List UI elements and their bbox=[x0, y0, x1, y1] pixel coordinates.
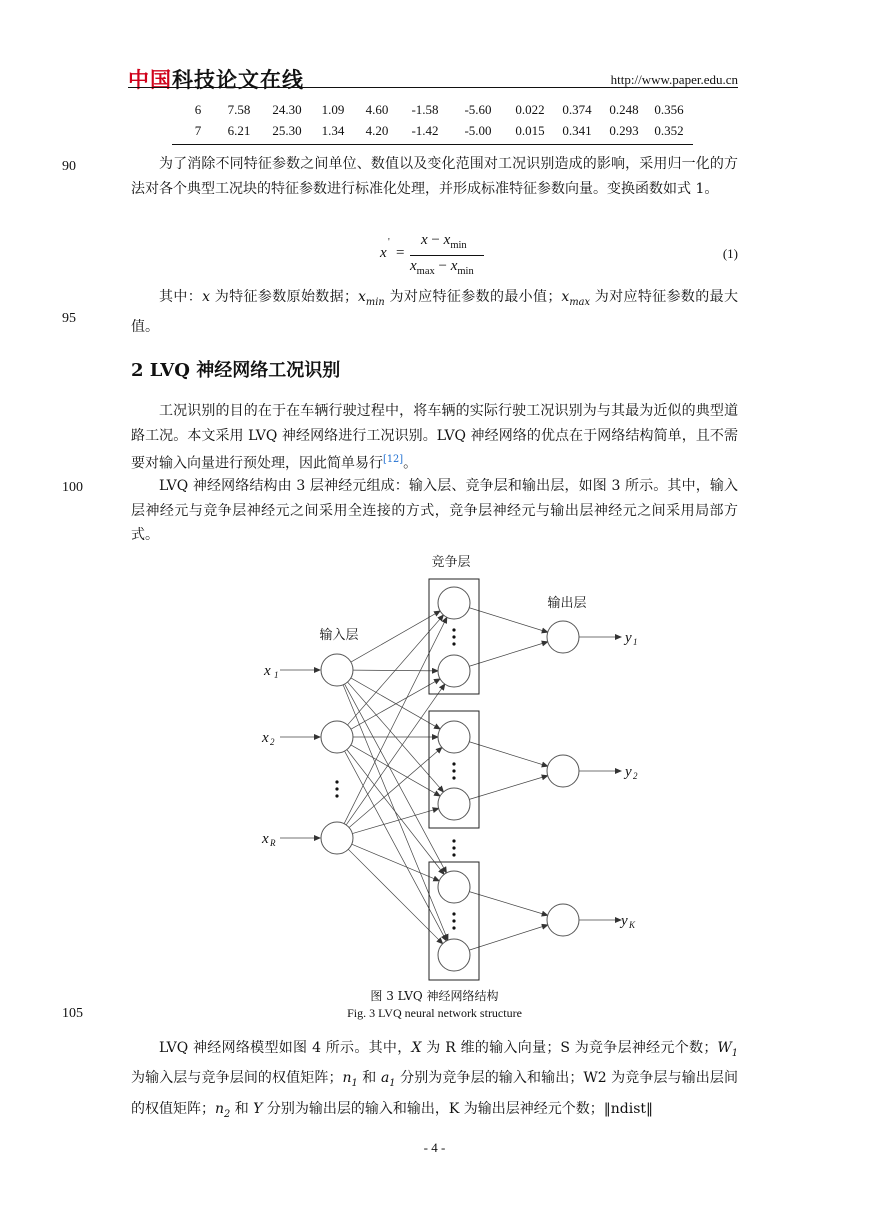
competitive-output-connection bbox=[469, 742, 547, 766]
var-xmax: x bbox=[561, 289, 570, 305]
input-competitive-connection bbox=[345, 751, 447, 941]
competitive-neuron bbox=[438, 871, 470, 903]
input-competitive-connection bbox=[349, 747, 442, 827]
output-neuron bbox=[547, 621, 579, 653]
paragraph-text: 为了消除不同特征参数之间单位、数值以及变化范围对工况识别造成的影响，采用归一化的方法对各个典型工况块的特征参数进行标准化处理，并形成标准特征参数向量。变换函数如式 1。 bbox=[131, 156, 738, 197]
input-competitive-connection bbox=[347, 750, 444, 875]
eq-den-x2: x bbox=[450, 258, 458, 274]
paragraph-text bbox=[131, 285, 738, 340]
var-a1-sub: 1 bbox=[389, 1078, 396, 1090]
ellipsis-dot bbox=[452, 642, 455, 645]
logo-red-text: 中国 bbox=[128, 68, 172, 92]
paragraph-text: LVQ 神经网络结构由 3 层神经元组成：输入层、竞争层和输出层，如图 3 所示。其中，输入层神经元与竞争层神经元之间采用全连接的方式，竞争层神经元与输出层神经元之间采用局部方式。 bbox=[131, 478, 738, 543]
competitive-layer-label: 竞争层 bbox=[431, 554, 471, 569]
output-label-y1: y bbox=[625, 630, 632, 646]
competitive-output-connection bbox=[469, 608, 547, 632]
input-competitive-connection bbox=[352, 844, 439, 881]
paragraph-text bbox=[131, 1036, 738, 1127]
equation-number: (1) bbox=[722, 246, 738, 261]
text-run: LVQ 神经网络模型如图 4 所示。其中， bbox=[159, 1040, 412, 1056]
ellipsis-dot bbox=[452, 846, 455, 849]
text-run: 为特征参数原始数据； bbox=[209, 289, 359, 305]
competitive-neuron bbox=[438, 721, 470, 753]
table-cell: 0.015 bbox=[515, 122, 545, 138]
eq-den-minus: − bbox=[434, 258, 451, 274]
ellipsis-dot bbox=[452, 762, 455, 765]
line-number: 90 bbox=[62, 159, 76, 174]
header-url[interactable]: http://www.paper.edu.cn bbox=[610, 72, 738, 87]
output-label-y1-sub: 1 bbox=[633, 637, 638, 647]
table-cell: -1.42 bbox=[411, 122, 439, 138]
competitive-neuron bbox=[438, 587, 470, 619]
table-cell: 6 bbox=[194, 101, 202, 117]
table-cell: 0.374 bbox=[562, 101, 592, 117]
table-cell: 24.30 bbox=[272, 101, 302, 117]
table-cell: 0.248 bbox=[609, 101, 639, 117]
input-competitive-connection bbox=[344, 617, 447, 823]
text-run: 。 bbox=[403, 455, 418, 472]
line-number: 105 bbox=[62, 1006, 83, 1021]
paragraph bbox=[131, 1036, 738, 1127]
input-layer-label: 输入层 bbox=[319, 627, 359, 642]
table-cell: -5.00 bbox=[464, 122, 492, 138]
input-label-x1-sub: 1 bbox=[274, 670, 279, 680]
page-number: - 4 - bbox=[423, 1140, 446, 1155]
input-competitive-connection bbox=[351, 611, 440, 662]
table-cell: -1.58 bbox=[411, 101, 439, 117]
eq-den-sub2: min bbox=[457, 266, 474, 277]
table-row bbox=[180, 120, 690, 141]
table-bottom-rule bbox=[172, 144, 693, 145]
output-label-y2-sub: 2 bbox=[633, 771, 638, 781]
data-table bbox=[180, 99, 690, 141]
var-W1: W bbox=[717, 1040, 732, 1056]
lvq-network-figure bbox=[0, 545, 869, 985]
competitive-output-connection bbox=[469, 776, 547, 800]
var-a1: a bbox=[380, 1070, 390, 1087]
paragraph bbox=[131, 152, 738, 201]
figure-caption-cn: 图 3 LVQ 神经网络结构 bbox=[370, 989, 499, 1003]
input-label-xR-sub: R bbox=[270, 838, 276, 848]
logo-black-text: 科技论文在线 bbox=[172, 68, 304, 92]
eq-prime: ' bbox=[388, 237, 390, 248]
text-run: 分别为竞争层的输入和输出；W2 为竞争层与输出层间的权值矩阵； bbox=[131, 1070, 739, 1117]
var-n2-sub: 2 bbox=[224, 1108, 231, 1120]
input-competitive-connection bbox=[345, 684, 447, 873]
ellipsis-dot bbox=[452, 635, 455, 638]
table-cell: 0.356 bbox=[654, 101, 684, 117]
line-number: 100 bbox=[62, 480, 83, 495]
ellipsis-dot bbox=[452, 926, 455, 929]
ellipsis-dot bbox=[335, 787, 338, 790]
equation bbox=[380, 232, 490, 282]
text-run: 工况识别的目的在于在车辆行驶过程中，将车辆的实际行驶工况识别为与其最为近似的典型道路工况。本文采用 LVQ 神经网络进行工况识别。LVQ 神经网络的优点在于网络结构简单，且不需要对输入向量进行预处理，因此简单易行 bbox=[131, 403, 738, 472]
input-competitive-connection bbox=[346, 684, 445, 825]
ellipsis-dot bbox=[452, 839, 455, 842]
var-Y: Y bbox=[253, 1100, 263, 1117]
output-layer-label: 输出层 bbox=[547, 595, 587, 610]
eq-den-x: x bbox=[410, 258, 417, 274]
table-cell: 6.21 bbox=[227, 122, 251, 138]
paragraph bbox=[131, 474, 738, 548]
citation-link[interactable]: [12] bbox=[383, 454, 404, 465]
ellipsis-dot bbox=[452, 853, 455, 856]
table-cell: 4.60 bbox=[365, 101, 389, 117]
competitive-neuron bbox=[438, 939, 470, 971]
output-label-yK-sub: K bbox=[629, 920, 636, 930]
eq-num-x: x bbox=[421, 232, 428, 248]
table-cell: 0.341 bbox=[562, 122, 592, 138]
competitive-neuron bbox=[438, 788, 470, 820]
var-n1-sub: 1 bbox=[351, 1078, 358, 1090]
journal-logo bbox=[128, 64, 304, 94]
fraction-bar bbox=[410, 255, 484, 256]
var-x: x bbox=[202, 289, 210, 305]
table-row bbox=[180, 99, 690, 120]
ellipsis-dot bbox=[335, 780, 338, 783]
competitive-neuron bbox=[438, 655, 470, 687]
output-label-y2: y bbox=[625, 764, 632, 780]
table-cell: 25.30 bbox=[272, 122, 302, 138]
var-n2: n bbox=[215, 1100, 225, 1117]
input-label-xR: x bbox=[262, 831, 269, 847]
text-run: 为输入层与竞争层间的权值矩阵； bbox=[131, 1070, 343, 1087]
table-cell: 0.293 bbox=[609, 122, 639, 138]
text-run: 为对应特征参数的最小值； bbox=[384, 289, 562, 305]
eq-sign: = bbox=[396, 245, 405, 261]
input-neuron bbox=[321, 654, 353, 686]
section-heading: 2 LVQ 神经网络工况识别 bbox=[131, 360, 341, 381]
table-cell: 0.352 bbox=[654, 122, 684, 138]
eq-num-sub: min bbox=[450, 240, 467, 251]
competitive-output-connection bbox=[469, 925, 548, 950]
var-xmax-sub: max bbox=[569, 296, 590, 308]
var-xmin-sub: min bbox=[365, 296, 385, 308]
ellipsis-dot bbox=[452, 628, 455, 631]
table-cell: 4.20 bbox=[365, 122, 389, 138]
eq-denominator bbox=[410, 258, 474, 277]
eq-num-x2: x bbox=[443, 232, 451, 248]
table-cell: 7 bbox=[194, 122, 202, 138]
input-label-x2: x bbox=[262, 730, 269, 746]
ellipsis-dot bbox=[452, 912, 455, 915]
input-neuron bbox=[321, 822, 353, 854]
input-label-x1: x bbox=[264, 663, 271, 679]
input-neuron bbox=[321, 721, 353, 753]
output-neuron bbox=[547, 755, 579, 787]
var-X: X bbox=[411, 1040, 422, 1056]
eq-numerator bbox=[421, 232, 467, 251]
figure-caption-en: Fig. 3 LVQ neural network structure bbox=[347, 1006, 522, 1020]
paragraph-text bbox=[131, 399, 738, 476]
text-run: 为对应特征参数的最大值。 bbox=[131, 289, 738, 336]
text-run: 和 bbox=[357, 1070, 381, 1087]
text-run: 和 bbox=[230, 1100, 254, 1117]
ellipsis-dot bbox=[452, 769, 455, 772]
eq-num-minus: − bbox=[427, 232, 444, 248]
paragraph bbox=[131, 399, 738, 476]
table-cell: -5.60 bbox=[464, 101, 492, 117]
table-cell: 1.09 bbox=[321, 101, 345, 117]
table-cell: 7.58 bbox=[227, 101, 251, 117]
line-number: 95 bbox=[62, 311, 76, 326]
var-xmin: x bbox=[358, 289, 366, 305]
eq-lhs: x bbox=[380, 245, 387, 261]
var-W1-sub: 1 bbox=[731, 1047, 738, 1059]
ellipsis-dot bbox=[452, 776, 455, 779]
table-cell: 0.022 bbox=[515, 101, 545, 117]
text-run: 分别为输出层的输入和输出，K 为输出层神经元个数；‖ndist‖ bbox=[262, 1100, 654, 1117]
output-label-yK: y bbox=[621, 913, 628, 929]
text-run: 为 R 维的输入向量；S 为竞争层神经元个数； bbox=[421, 1040, 718, 1056]
ellipsis-dot bbox=[335, 794, 338, 797]
text-run: 其中： bbox=[159, 289, 203, 305]
ellipsis-dot bbox=[452, 919, 455, 922]
eq-den-sub1: max bbox=[416, 266, 435, 277]
paragraph bbox=[131, 285, 738, 340]
table-cell: 1.34 bbox=[321, 122, 345, 138]
var-n1: n bbox=[342, 1070, 352, 1087]
competitive-output-connection bbox=[469, 892, 547, 916]
output-neuron bbox=[547, 904, 579, 936]
header-rule bbox=[128, 87, 738, 88]
input-label-x2-sub: 2 bbox=[270, 737, 275, 747]
competitive-output-connection bbox=[469, 642, 547, 666]
